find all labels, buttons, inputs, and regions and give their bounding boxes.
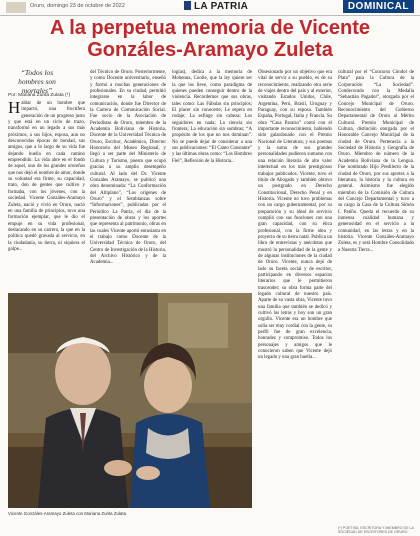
photo-caption: Vicente Gonzáles-Aramayo Zuleta con Mariana Zurita Zulata [8,511,127,516]
column-1-text: ablar de un hombre que impactó, una fructífera generación de un progreso justo y que está en un ciclo de trazo, transformó en un legado a sus más próximos, a sus hijos, esposa, aun no desconocidas épocas de bondad, sus amigos, que a lo largo de su vida fue dejando huella en cada camino emprendido. La vida abre en el fondo de aquel, uno de los grandes orureños que nos dejó el nombre de amor, donde su voluntad era firme, su capacidad, trato, don de gentes que cultivo y formaba, con los jóvenes, con la sociedad. Vicente Gonzáles-Aramayo Zuleta, nació y vivió en Oruro, nació en una familia de principios, tuvo una formación ejemplar, que le dio el empuje en su vida profesional, destacando en su carrera, la que en la política quedó gravada al servicio, en la ciudadanía, su tierra, ni siquiera el golpe... [8,101,85,252]
header-divider [0,15,420,16]
location-date: Oruro, domingo 23 de octubre de 2022 [30,3,125,9]
column-4-text: Obsesionado por un objetivo que era vital de servir a su pueblo, es de su reconocimiento, realizando otra serie de viajes dentro del país y al exterior, visitando Estados Unidos, Chile, Argentina, Perú, Brasil, Uruguay y Paraguay, con su esposa. También España, Portugal, Italia y Francia. Su obra “Casa Paraíso” contó con el importante reconocimiento, habiendo sido galardonado con el Premio Nacional de Literatura; y sus poemas y la suma de sus grandes personalidades pudieron sumarse con una relación literaria de alto valor intelectual en los más prestigiosos trabajos publicados. Vicente, tuvo el título de Abogado y también obtuvo un postgrado en Derecho Constitucional, Derecho Penal y en Historia. Vicente no tuvo problemas con un cargo gubernamental, por su preparación y su ideal de servicio cumplió con sus funciones con una gran capacidad, con su ética profesional, con la firme idea y proyecto de su tierra natal. Publica un libro de entrevistas y anécdotas que mostró la personalidad de la gente y de algunas instituciones de la ciudad de Oruro. Vicente, nunca dejó de lado su faceta social y de escritor, participando en diversos espacios literarios que le permitieron trascender; su obra forma parte del legado cultural de nuestro país. Aparte de su vasta obra, Vicente tuvo una familia que también se dedicó y cultivó las letras y hoy son un gran orgullo. Vicente era un hombre que solía ser muy cordial con la gente, su perfil fue de gran excelencia, honradez y compromiso. Todos los personajes y amigos que le conocieron saben que Vicente dejó un legado y una gran huella... [258,70,333,361]
section-name: DOMINICAL [343,0,414,13]
newspaper-logo-small [6,2,26,13]
article-column-3 [172,70,252,290]
column-5-text: cultural por el “Concurso Cóndor de Plata” para la Cultura de la Corporación “La Sociedad”. Condecorado con la Medalla “Sebastián Pagador”, otorgada por el Concejo Municipal de Oruro. Reconocimiento del Gobierno Departamental de Oruro al Mérito Cultural. Premio Municipal de Cultura, distinción otorgada por el Honorable Concejo Municipal de la ciudad de Oruro. Pertenecía a la Sociedad de Historia y Geografía de Oruro. Miembro de número de la Academia Boliviana de la Lengua. Fue nombrado Hijo Predilecto de la ciudad de Oruro, por sus aportes a la literatura, la historia y la cultura en general. Asimismo fue elegido miembro de la Comisión de Cultura del Concejo Departamental y tuvo a su cargo la Casa de la Cultura Simón I. Patiño. Queda el recuerdo de su inmensa cualidad humana y generosidad en el servicio a la comunidad, en las letras y en la historia. Vicente Gonzáles-Aramayo Zuleta, es y será Hombre Consolidado a Nuestra Tierra... [338,70,414,253]
article-photo [8,293,252,508]
column-2-text: del Técnico de Oruro. Posteriormente, y como Docente universitario, enseñó y formó a muchas generaciones de profesionales. En su ciudad, permitió integrarse en la labor de comunicación, donde fue Director de la Carrera de Comunicación Social. Fue socio de la Asociación de Periodistas de Oruro, miembro de la Academia Boliviana de Historia, Docente de la Universidad Técnica de Oruro, Escritor, Académico, Director Honorario del Museo Regional, y llegó a ser parte del Ministerio de Cultura y Turismo, puesto que ocupó gracias a su amplio desempeño cultural. Al lado del Dr. Vicente Gonzáles Aramayo, se publicó una obra denominada: “La Conformación del Altiplano”, “Los orígenes de Oruro” y el Semblanzas sobre “Informaciones”, publicadas por el Periódico La Patria, el día de la presentación de obras y los aportes que representa al patrimonio, obras en las cuales Vicente aportó entusiasta en el trabajo como Docente de la Universidad Técnica de Oruro, del Centro de Investigación de la Historia, del Archivo Histórico y de la Academia... [90,70,166,266]
drop-cap: H [8,98,21,117]
newspaper-name: LA PATRIA [184,1,248,12]
author-note: (*) POETISA, ESCRITORA Y MIEMBRO DE LA SOCIEDAD DE ESCRITORES DE ORURO [338,526,414,534]
pull-quote: “Todos los hombres son mortales” [18,68,56,95]
page-header [0,0,420,16]
photo-illustration [8,293,252,508]
byline: Por: Mariana Zurita Zulata (*) [8,93,71,98]
newspaper-mark-icon [184,1,191,10]
column-3-text: logías), dedica a la memoria de Mohenna, Coolie, que la ley quiere ser la que los lleve, como paradigma de quienes pueden conseguir dentro de la violencia. Recordemos que sus obras, tales como: Las Fábulas sin principios; El placer sin conocerte; Le espera en rodaje; La esfinge sin cabeza; Los seguidores en nada; La ciencia sin frontera; La educación sin sombras; “A propósito de los que no nos dominan”. No se puede dejar de considerar a una sus publicaciones: “El Canto Constante” y las últimas obras como: “Los Hombres Fiel”, Reflexión de la Historia... [172,70,252,164]
article-column-1 [8,98,85,291]
article-column-4 [258,70,332,522]
article-column-5 [338,70,414,522]
article-column-2 [90,70,166,290]
article-title: A la perpetua memoria de Vicente Gonzáles-Aramayo Zuleta [49,17,371,61]
